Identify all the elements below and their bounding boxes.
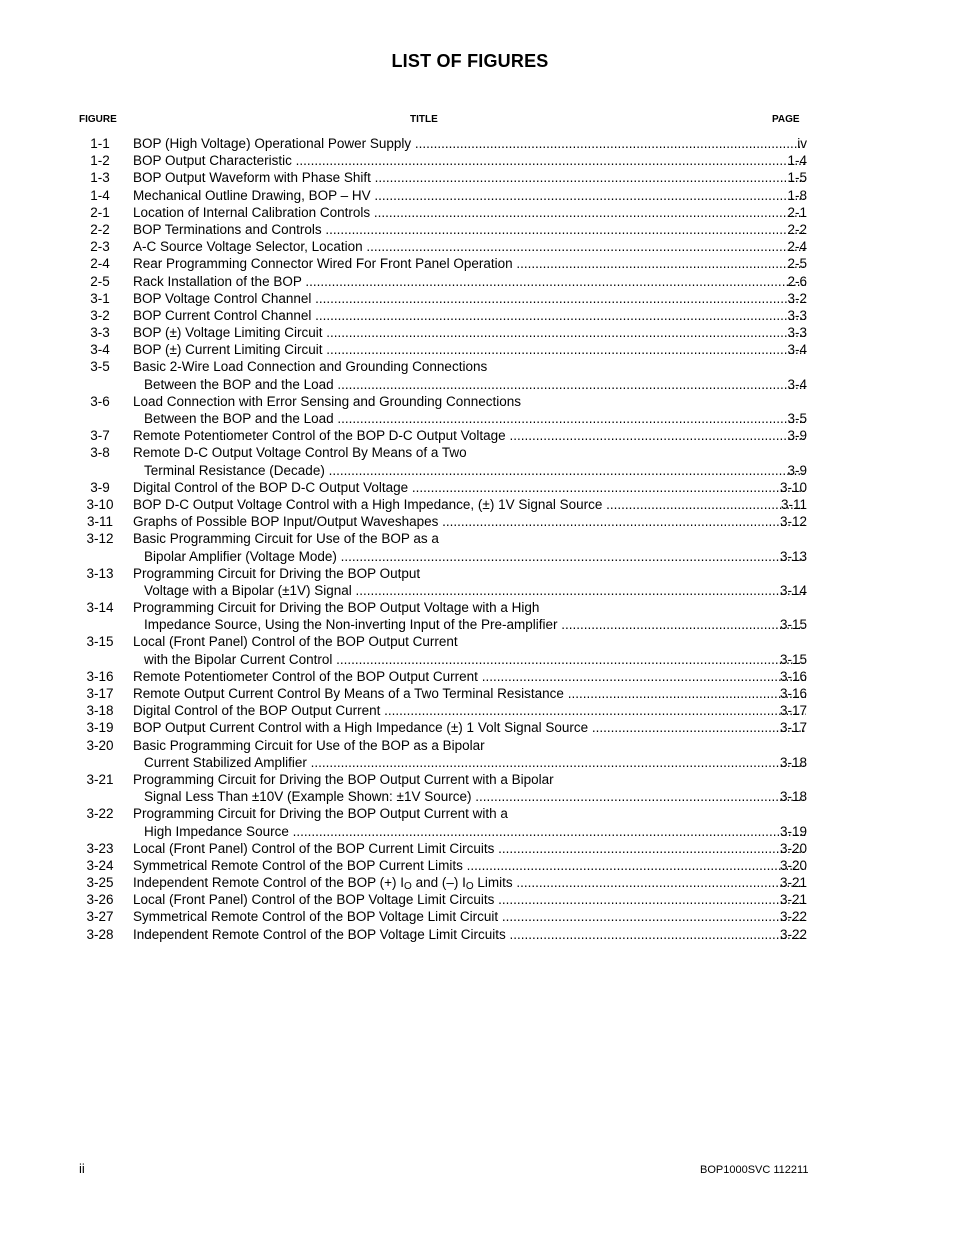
figure-title: Remote Output Current Control By Means of a Two Terminal Resistance ..... [133,685,806,702]
figure-number: 3-1 [90,290,110,306]
figure-entry-line [0,719,954,736]
figure-number: 3-13 [86,565,114,581]
figure-entry[interactable] [0,204,954,221]
figure-list [0,135,954,943]
figure-entry-line [0,169,954,186]
figure-entry[interactable] [0,737,954,771]
figure-page: 3-4 [787,376,807,392]
figure-entry-line [0,341,954,358]
figure-title: BOP D-C Output Voltage Control with a High Impedance, (±) 1V Signal Source ..... [133,496,806,513]
figure-entry-line [0,926,954,943]
figure-entry-line [0,427,954,444]
figure-title: BOP Current Control Channel ..... [133,307,806,324]
figure-entry[interactable] [0,633,954,667]
figure-page: 3-22 [779,926,807,942]
figure-entry[interactable] [0,444,954,478]
figure-page: 3-15 [779,651,807,667]
figure-entry-line [0,255,954,272]
figure-number: 3-5 [90,359,110,375]
figure-entry-line [0,152,954,169]
figure-entry[interactable] [0,908,954,925]
figure-page: iv [797,136,807,151]
figure-entry[interactable] [0,668,954,685]
figure-page: 3-21 [779,875,807,891]
figure-page: 3-5 [787,411,807,426]
figure-page: 3-16 [779,668,807,684]
figure-number: 3-10 [86,496,114,512]
figure-page: 3-14 [779,582,807,598]
figure-title: Remote D-C Output Voltage Control By Means of a Two [133,445,467,461]
figure-title: Load Connection with Error Sensing and Grounding Connections [133,393,521,409]
figure-page: 3-9 [787,462,807,478]
figure-page: 2-5 [787,256,807,272]
footer-doc-id: BOP1000SVC 112211 [700,1164,809,1176]
figure-entry[interactable] [0,358,954,392]
figure-page: 3-9 [787,428,807,444]
figure-entry[interactable] [0,324,954,341]
figure-number: 2-5 [90,273,110,289]
figure-title: Programming Circuit for Driving the BOP Output Voltage with a High [133,600,540,616]
figure-title: High Impedance Source ..... [144,823,806,840]
figure-title: Remote Potentiometer Control of the BOP Output Current ..... [133,668,806,685]
column-header-title: TITLE [410,114,438,125]
figure-number: 1-4 [90,187,110,203]
figure-entry-line [0,548,954,565]
figure-entry-line [0,358,954,375]
figure-number: 3-22 [86,806,114,822]
figure-number: 1-3 [90,170,110,186]
figure-number: 3-2 [90,307,110,323]
figure-number: 3-27 [86,909,114,925]
figure-page: 3-22 [779,909,807,925]
figure-entry-line [0,840,954,857]
figure-title: BOP Voltage Control Channel ..... [133,290,806,307]
figure-number: 2-4 [90,256,110,272]
figure-entry[interactable] [0,719,954,736]
figure-page: 3-2 [787,290,807,306]
figure-title: Local (Front Panel) Control of the BOP Output Current [133,634,458,650]
figure-entry-line [0,496,954,513]
figure-entry-line [0,307,954,324]
column-header-figure: FIGURE [79,114,117,125]
figure-title-subscripted: Independent Remote Control of the BOP (+) $I_O$ and (–) $I_O$ Limits ..... [133,874,806,891]
figure-page: 3-20 [779,840,807,856]
figure-number: 3-20 [86,737,114,753]
figure-page: 3-11 [780,496,807,512]
figure-entry-line [0,221,954,238]
figure-title: Between the BOP and the Load ..... [144,410,806,427]
figure-entry[interactable] [0,926,954,943]
figure-number: 1-2 [90,153,110,169]
figure-title: Impedance Source, Using the Non-inverting Input of the Pre-amplifier ..... [144,616,806,633]
figure-page: 2-1 [787,204,807,220]
figure-number: 3-9 [90,479,110,495]
figure-entry-line [0,891,954,908]
figure-number: 3-14 [86,600,114,616]
figure-entry-line [0,702,954,719]
figure-title: A-C Source Voltage Selector, Location ..... [133,238,806,255]
figure-title: Symmetrical Remote Control of the BOP Current Limits ..... [133,857,806,874]
figure-page: 3-10 [779,479,807,495]
figure-entry[interactable] [0,393,954,427]
figure-entry-line [0,204,954,221]
figure-entry[interactable] [0,513,954,530]
figure-entry-line [0,479,954,496]
figure-entry[interactable] [0,135,954,152]
figure-entry-line [0,582,954,599]
figure-number: 3-4 [90,342,110,358]
figure-entry-line [0,823,954,840]
column-header-page: PAGE [772,114,800,125]
figure-number: 3-21 [86,771,114,787]
figure-number: 3-28 [86,926,114,942]
figure-page: 2-6 [787,273,807,289]
figure-number: 3-23 [86,840,114,856]
figure-entry[interactable] [0,307,954,324]
figure-entry[interactable] [0,702,954,719]
figure-title: Location of Internal Calibration Controls ..... [133,204,806,221]
figure-entry-line [0,616,954,633]
figure-number: 3-17 [86,686,114,701]
figure-number: 3-3 [90,325,110,341]
figure-page: 3-3 [787,325,807,341]
figure-title: Symmetrical Remote Control of the BOP Voltage Limit Circuit ..... [133,908,806,925]
figure-entry[interactable] [0,479,954,496]
figure-title: BOP Terminations and Controls ..... [133,221,806,238]
figure-number: 3-16 [86,668,114,684]
figure-entry-line [0,273,954,290]
figure-title: Digital Control of the BOP Output Current ..... [133,702,806,719]
figure-entry-line [0,857,954,874]
figure-entry-line [0,324,954,341]
figure-page: 3-17 [779,703,807,719]
figure-title: Graphs of Possible BOP Input/Output Waveshapes ..... [133,513,806,530]
figure-title: BOP Output Waveform with Phase Shift ..... [133,169,806,186]
figure-title: Terminal Resistance (Decade) ..... [144,462,806,479]
figure-title: Digital Control of the BOP D-C Output Voltage ..... [133,479,806,496]
figure-entry-line [0,393,954,410]
figure-entry-line [0,651,954,668]
figure-entry-line [0,908,954,925]
figure-entry-line [0,410,954,427]
figure-page: 1-8 [787,187,807,203]
figure-entry-line [0,187,954,204]
figure-entry-line [0,805,954,822]
figure-page: 3-19 [779,823,807,839]
figure-number: 3-12 [86,531,114,547]
figure-entry[interactable] [0,187,954,204]
figure-page: 2-2 [787,221,807,237]
figure-title: Programming Circuit for Driving the BOP Output Current with a [133,806,508,822]
figure-entry[interactable] [0,341,954,358]
figure-entry[interactable] [0,685,954,702]
figure-number: 2-3 [90,239,110,255]
figure-entry[interactable] [0,599,954,633]
figure-number: 3-6 [90,393,110,409]
figure-entry[interactable] [0,857,954,874]
figure-title: Rear Programming Connector Wired For Front Panel Operation ..... [133,255,806,272]
figure-entry-line [0,530,954,547]
figure-entry-line [0,513,954,530]
figure-entry[interactable] [0,565,954,599]
figure-number: 1-1 [90,136,110,151]
figure-entry[interactable] [0,496,954,513]
figure-title: BOP Output Current Control with a High Impedance (±) 1 Volt Signal Source ..... [133,719,806,736]
figure-number: 3-8 [90,445,110,461]
figure-title: Remote Potentiometer Control of the BOP D-C Output Voltage ..... [133,427,806,444]
figure-number: 3-15 [86,634,114,650]
figure-title: BOP (High Voltage) Operational Power Supply ..... [133,135,806,152]
figure-number: 3-25 [86,875,114,891]
figure-number: 3-24 [86,857,114,873]
figure-entry-line [0,874,954,891]
figure-title: Programming Circuit for Driving the BOP Output [133,565,421,581]
figure-title: Basic 2-Wire Load Connection and Grounding Connections [133,359,488,375]
figure-entry-line [0,238,954,255]
footer-page-number: ii [79,1161,85,1176]
figure-page: 3-3 [787,307,807,323]
figure-entry[interactable] [0,290,954,307]
page-title: LIST OF FIGURES [391,51,549,71]
figure-title: BOP Output Characteristic ..... [133,152,806,169]
figure-number: 3-11 [86,514,114,530]
figure-entry-line [0,135,954,152]
figure-title: Signal Less Than ±10V (Example Shown: ±1V Source) ..... [144,788,806,805]
figure-number: 3-26 [86,892,114,908]
figure-entry-line [0,599,954,616]
figure-page: 3-4 [787,342,807,358]
figure-entry[interactable] [0,805,954,839]
figure-entry[interactable] [0,840,954,857]
figure-number: 2-2 [90,221,110,237]
figure-page: 3-21 [779,892,807,908]
figure-entry[interactable] [0,427,954,444]
figure-title: Basic Programming Circuit for Use of the BOP as a [133,531,439,547]
figure-entry-line [0,685,954,702]
figure-entry-line [0,771,954,788]
figure-title: with the Bipolar Current Control ..... [144,651,806,668]
figure-entry[interactable] [0,771,954,805]
figure-page: 3-18 [779,754,807,770]
figure-entry-line [0,737,954,754]
figure-title: Local (Front Panel) Control of the BOP Voltage Limit Circuits ..... [133,891,806,908]
figure-entry-line [0,754,954,771]
figure-entry-line [0,376,954,393]
figure-number: 3-19 [86,720,114,736]
figure-entry[interactable] [0,169,954,186]
figure-number: 3-18 [86,703,114,719]
figure-title: Local (Front Panel) Control of the BOP Current Limit Circuits ..... [133,840,806,857]
figure-number: 2-1 [90,204,110,220]
figure-entry-line [0,668,954,685]
figure-entry[interactable] [0,874,954,891]
figure-title: Current Stabilized Amplifier ..... [144,754,806,771]
figure-entry-line [0,290,954,307]
figure-entry-line [0,565,954,582]
figure-title: Voltage with a Bipolar (±1V) Signal ..... [144,582,806,599]
figure-entry-line [0,788,954,805]
figure-entry[interactable] [0,891,954,908]
figure-title: Programming Circuit for Driving the BOP Output Current with a Bipolar [133,771,554,787]
figure-title: Independent Remote Control of the BOP Voltage Limit Circuits ..... [133,926,806,943]
figure-title: BOP (±) Current Limiting Circuit ..... [133,341,806,358]
figure-entry[interactable] [0,238,954,255]
figure-entry-line [0,633,954,650]
figure-page: 3-17 [779,720,807,736]
figure-title: Basic Programming Circuit for Use of the BOP as a Bipolar [133,737,485,753]
figure-page: 2-4 [787,239,807,255]
figure-entry[interactable] [0,530,954,564]
figure-number: 3-7 [90,428,110,444]
figure-page: 1-4 [787,153,807,169]
figure-title: Between the BOP and the Load ..... [144,376,806,393]
figure-entry[interactable] [0,221,954,238]
figure-page: 3-13 [779,548,807,564]
figure-title: Bipolar Amplifier (Voltage Mode) ..... [144,548,806,565]
figure-entry[interactable] [0,152,954,169]
figure-entry[interactable] [0,255,954,272]
figure-page: 3-20 [779,857,807,873]
figure-page: 3-15 [779,617,807,633]
figure-entry-line [0,462,954,479]
figure-page: 3-16 [779,686,807,701]
figure-entry[interactable] [0,273,954,290]
figure-entry-line [0,444,954,461]
figure-page: 3-18 [779,789,807,805]
figure-title: Rack Installation of the BOP ..... [133,273,806,290]
figure-page: 3-12 [779,514,807,530]
figure-page: 1-5 [787,170,807,186]
figure-title: Mechanical Outline Drawing, BOP – HV ..... [133,187,806,204]
figure-title: BOP (±) Voltage Limiting Circuit ..... [133,324,806,341]
